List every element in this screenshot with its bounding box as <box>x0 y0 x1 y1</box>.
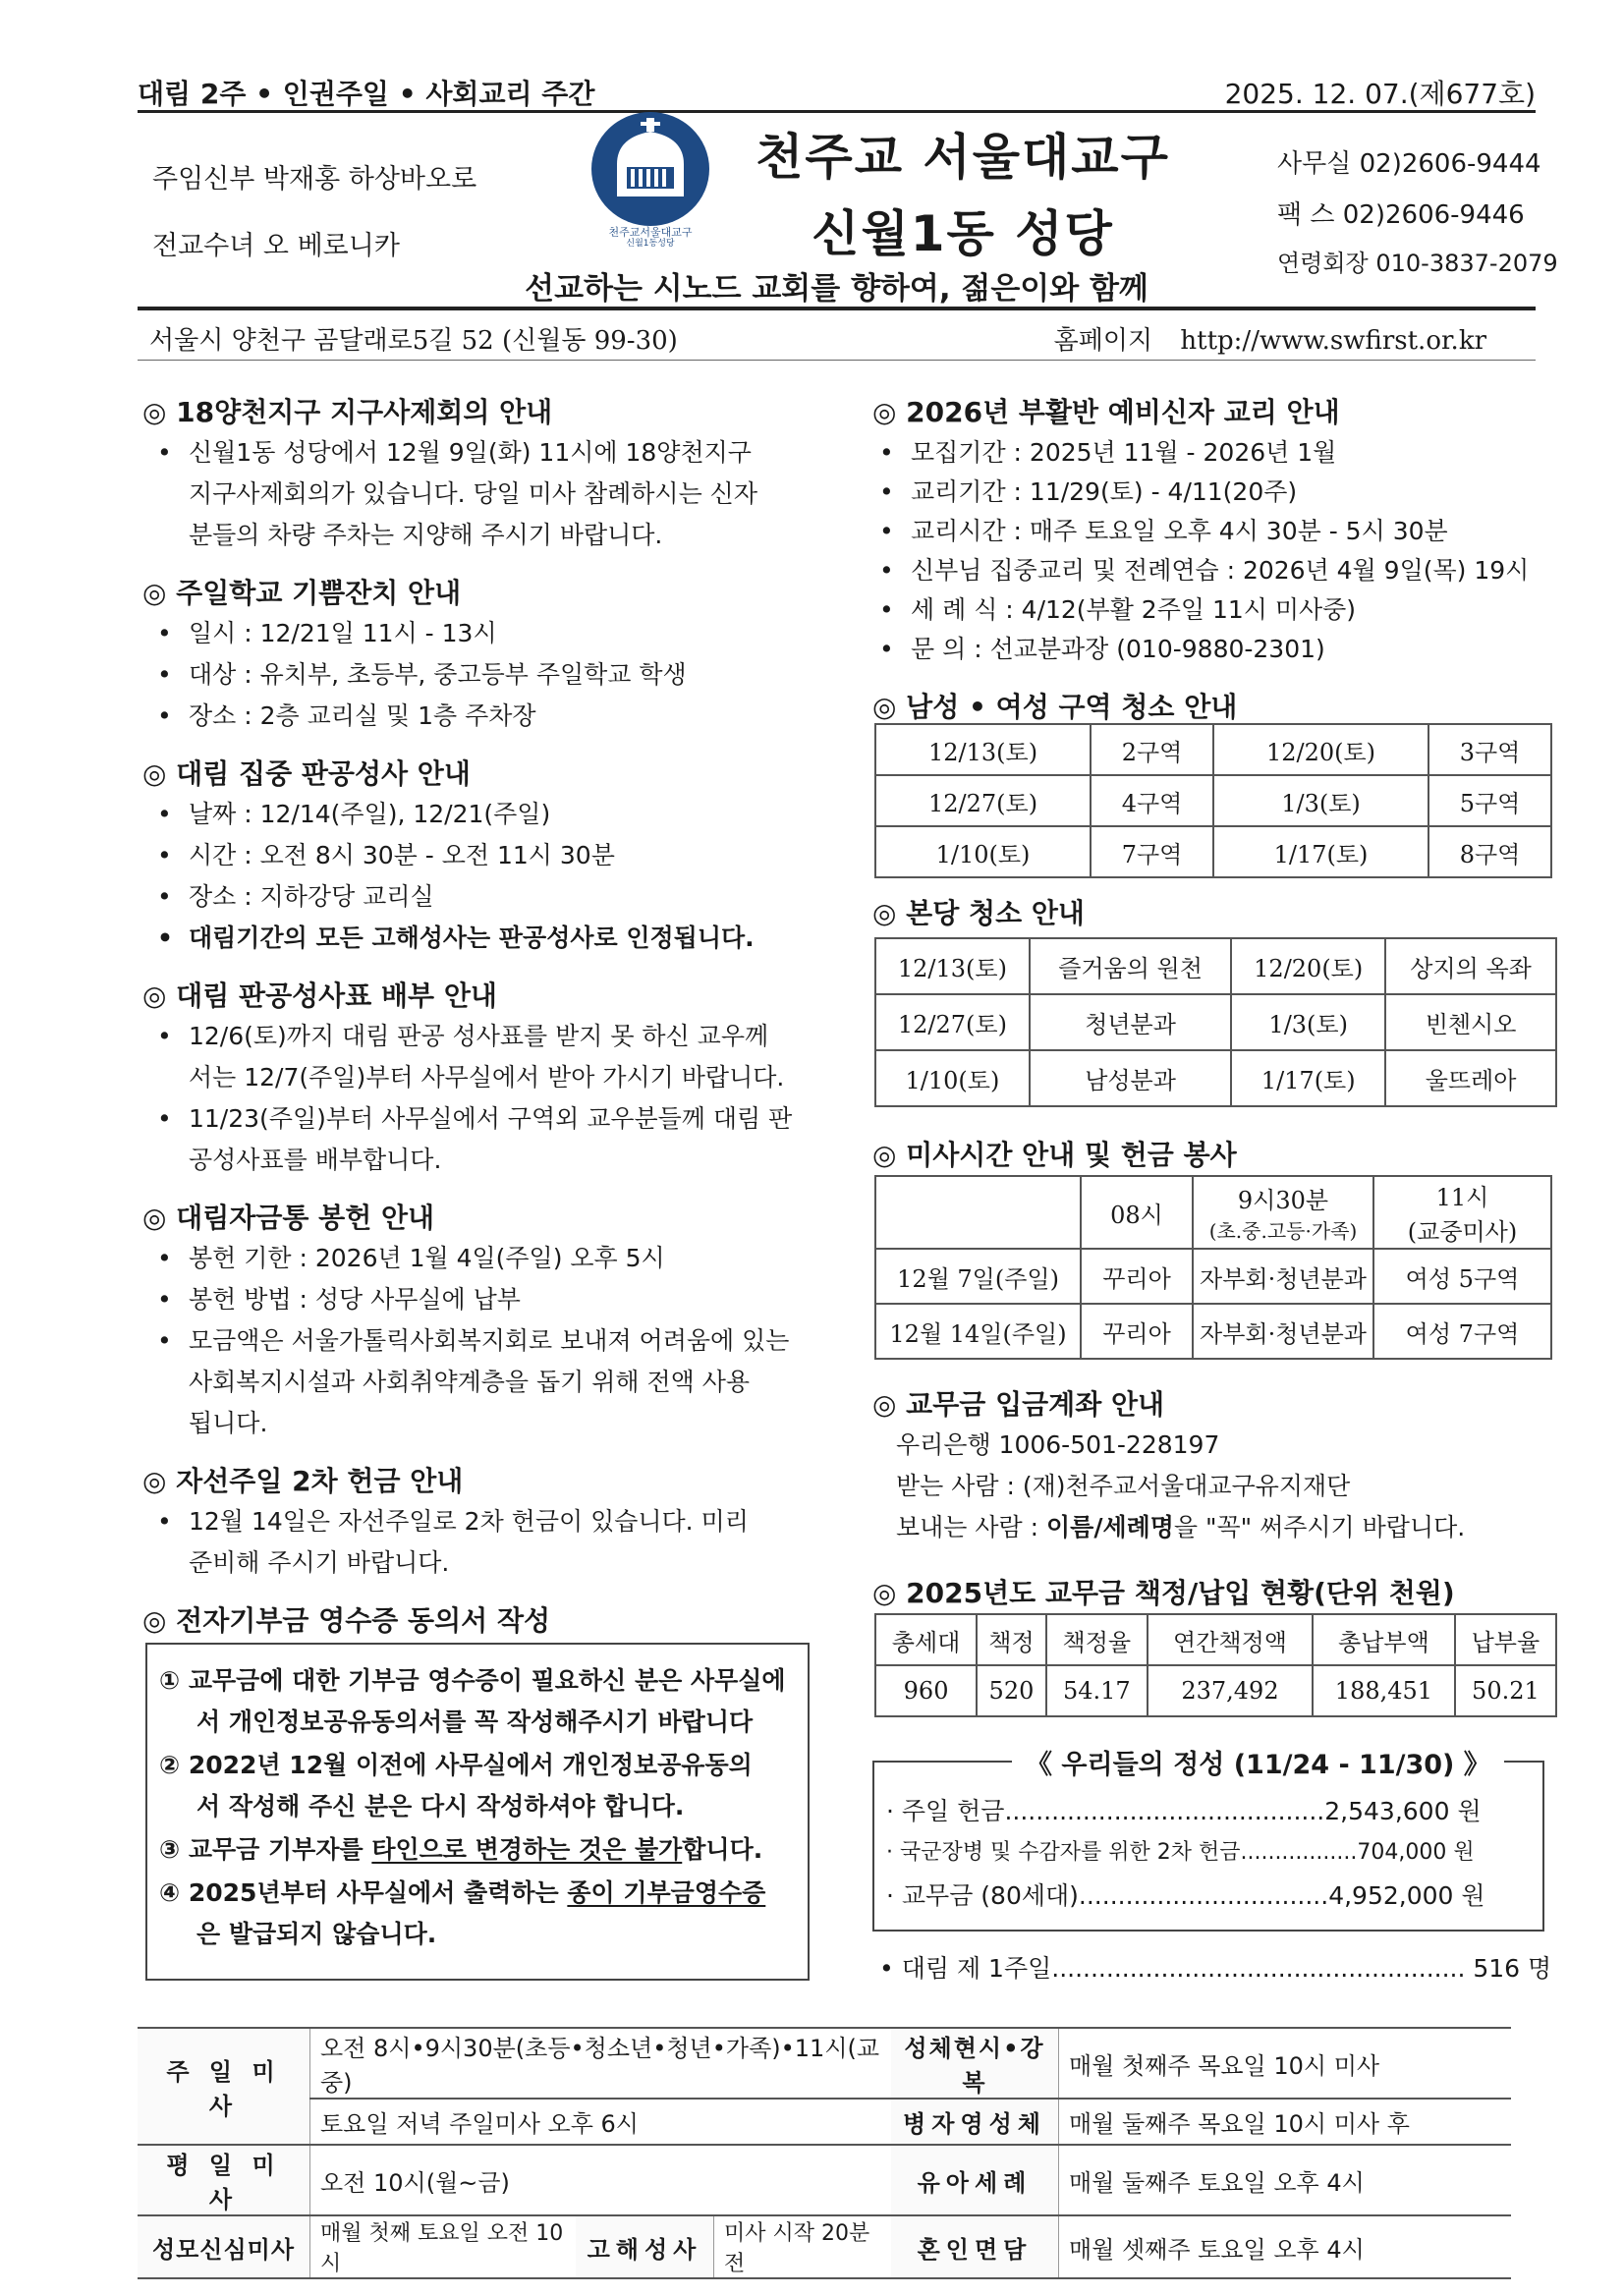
table-cell: 여성 7구역 <box>1373 1304 1551 1359</box>
offering-summary-title: 《 우리들의 정성 (11/24 - 11/30) 》 <box>1012 1743 1504 1781</box>
table-cell: 매월 첫째주 목요일 10시 미사 <box>1059 2028 1512 2099</box>
table-row <box>138 2099 1511 2145</box>
fax-number: 팩 스 02)2606-9446 <box>1277 200 1525 230</box>
parish-motto: 선교하는 시노드 교회를 향하여, 젊은이와 함께 <box>525 271 1148 307</box>
church-logo <box>588 110 713 248</box>
table-cell: 7구역 <box>1091 826 1213 877</box>
list-item: • 봉헌 기한 : 2026년 1월 4일(주일) 오후 5시 <box>157 1238 665 1279</box>
account-holder: 받는 사람 : (재)천주교서울대교구유지재단 <box>896 1472 1351 1500</box>
notice-item-4-cont: 은 발급되지 않습니다. <box>196 1920 437 1948</box>
notice-item-3: ③ 교무금 기부자를 타인으로 변경하는 것은 불가합니다. <box>159 1835 763 1864</box>
list-item-cont: 지구사제회의가 있습니다. 당일 미사 참례하시는 신자 <box>189 479 757 508</box>
table-row <box>875 938 1556 994</box>
church-title <box>747 118 1179 265</box>
table-cell: 미사 시작 20분 전 <box>714 2215 892 2278</box>
bank-account: 우리은행 1006-501-228197 <box>896 1430 1220 1459</box>
section-title-district-cleaning: ◎ 남성 • 여성 구역 청소 안내 <box>872 691 1238 723</box>
offering-line: · 교무금 (80세대)................................4,952,000 원 <box>886 1881 1485 1910</box>
table-cell: 12/27(토) <box>875 775 1091 826</box>
district-cleaning-table <box>874 723 1552 878</box>
homepage <box>1054 320 1486 357</box>
table-cell: 자부회·청년분과 <box>1193 1304 1373 1359</box>
section-title-church-cleaning: ◎ 본당 청소 안내 <box>872 897 1085 929</box>
table-cell: 꾸리아 <box>1081 1249 1193 1304</box>
section-title-tithe-status: ◎ 2025년도 교무금 책정/납입 현황(단위 천원) <box>872 1577 1455 1609</box>
list-item-cont: 사회복지시설과 사회취약계층을 돕기 위해 전액 사용 <box>189 1368 751 1396</box>
table-row <box>138 2028 1511 2099</box>
section-title-mass-schedule: ◎ 미사시간 안내 및 헌금 봉사 <box>872 1139 1237 1171</box>
table-cell: 11시 (교중미사) <box>1373 1176 1551 1249</box>
table-cell: 오전 10시(월~금) <box>310 2145 892 2215</box>
table-cell: 08시 <box>1081 1176 1193 1249</box>
table-cell: 54.17 <box>1046 1665 1148 1716</box>
table-cell: 1/17(토) <box>1213 826 1428 877</box>
notice-item-2-cont: 서 작성해 주신 분은 다시 작성하셔야 합니다. <box>196 1792 685 1820</box>
table-cell: 960 <box>875 1665 977 1716</box>
section-title-advent-box: ◎ 대림자금통 봉헌 안내 <box>142 1202 435 1234</box>
table-cell: 12/27(토) <box>875 994 1030 1050</box>
table-cell: 울뜨레아 <box>1385 1050 1556 1106</box>
table-row <box>875 724 1551 775</box>
sister-name: 전교수녀 오 베로니카 <box>152 231 400 261</box>
table-cell: 8구역 <box>1428 826 1551 877</box>
notice-item-1-cont: 서 개인정보공유동의서를 꼭 작성해주시기 바랍니다 <box>196 1708 754 1736</box>
sender-note: 보내는 사람 : 이름/세례명을 "꼭" 써주시기 바랍니다. <box>896 1513 1466 1541</box>
table-cell: 12/13(토) <box>875 724 1091 775</box>
list-item: • 장소 : 2층 교리실 및 1층 주차장 <box>157 696 536 737</box>
list-item-cont: 분들의 차량 주차는 지양해 주시기 바랍니다. <box>189 521 663 549</box>
offering-summary-box <box>872 1750 1544 1932</box>
table-cell: 연간책정액 <box>1148 1614 1313 1665</box>
liturgy-week: 대림 2주 • 인권주일 • 사회교리 주간 <box>138 78 595 110</box>
table-cell: 188,451 <box>1313 1665 1455 1716</box>
table-row <box>138 2145 1511 2215</box>
list-item: • 대상 : 유치부, 초등부, 중고등부 주일학교 학생 <box>157 654 687 696</box>
section-title-confession-card: ◎ 대림 판공성사표 배부 안내 <box>142 980 497 1012</box>
issue-date: 2025. 12. 07.(제677호) <box>1224 78 1536 110</box>
church-address: 서울시 양천구 곰달래로5길 52 (신월동 99-30) <box>149 326 678 356</box>
table-cell: 12/20(토) <box>1231 938 1385 994</box>
table-cell: 빈첸시오 <box>1385 994 1556 1050</box>
logo-lettering: 천주교서울대교구 <box>608 226 693 239</box>
attendance-line: • 대림 제 1주일..................................................... 516 명 <box>879 1954 1552 1983</box>
table-row <box>875 1050 1556 1106</box>
table-cell: 1/10(토) <box>875 1050 1030 1106</box>
table-cell: 12/20(토) <box>1213 724 1428 775</box>
table-row <box>875 826 1551 877</box>
table-cell <box>875 1176 1081 1249</box>
table-cell: 납부율 <box>1455 1614 1556 1665</box>
list-item: • 문 의 : 선교분과장 (010-9880-2301) <box>879 629 1325 670</box>
table-cell: 1/3(토) <box>1231 994 1385 1050</box>
list-item-important: • 대림기간의 모든 고해성사는 판공성사로 인정됩니다. <box>157 918 755 959</box>
list-item: • 날짜 : 12/14(주일), 12/21(주일) <box>157 794 550 835</box>
tithe-status-table <box>874 1613 1557 1717</box>
table-cell: 9시30분 (초.중.고등·가족) <box>1193 1176 1373 1249</box>
section-title-charity: ◎ 자선주일 2차 헌금 안내 <box>142 1465 464 1497</box>
list-item: • 장소 : 지하강당 교리실 <box>157 876 434 918</box>
table-cell: 총세대 <box>875 1614 977 1665</box>
table-cell: 1/17(토) <box>1231 1050 1385 1106</box>
table-cell: 3구역 <box>1428 724 1551 775</box>
notice-item-4: ④ 2025년부터 사무실에서 출력하는 종이 기부금영수증 <box>159 1878 766 1907</box>
list-item: • 12월 14일은 자선주일로 2차 헌금이 있습니다. 미리 <box>157 1501 749 1542</box>
table-row <box>138 2215 1511 2278</box>
table-cell: 4구역 <box>1091 775 1213 826</box>
list-item-cont: 서는 12/7(주일)부터 사무실에서 받아 가시기 바랍니다. <box>189 1063 785 1092</box>
mass-offering-table <box>874 1175 1552 1360</box>
table-row <box>875 775 1551 826</box>
notice-item-2: ② 2022년 12월 이전에 사무실에서 개인정보공유동의 <box>159 1751 753 1779</box>
list-item: • 교리기간 : 11/29(토) - 4/11(20주) <box>879 472 1297 513</box>
council-phone: 연령회장 010-3837-2079 <box>1277 250 1558 277</box>
table-header-row <box>875 1176 1551 1249</box>
table-cell: 237,492 <box>1148 1665 1313 1716</box>
table-cell: 12/13(토) <box>875 938 1030 994</box>
list-item: • 12/6(토)까지 대림 판공 성사표를 받지 못 하신 교우께 <box>157 1016 768 1057</box>
section-title-e-receipt: ◎ 전자기부금 영수증 동의서 작성 <box>142 1604 551 1637</box>
table-cell: 50.21 <box>1455 1665 1556 1716</box>
table-cell: 책정율 <box>1046 1614 1148 1665</box>
list-item: • 시간 : 오전 8시 30분 - 오전 11시 30분 <box>157 835 615 876</box>
table-cell: 남성분과 <box>1030 1050 1231 1106</box>
homepage-label: 홈페이지 <box>1053 326 1153 356</box>
table-cell: 매월 둘째주 토요일 오후 4시 <box>1059 2145 1512 2215</box>
table-cell: 평 일 미 사 <box>138 2145 310 2215</box>
section-title-sunday-school: ◎ 주일학교 기쁨잔치 안내 <box>142 577 462 609</box>
list-item: • 11/23(주일)부터 사무실에서 구역외 교우분들께 대림 판 <box>157 1098 792 1140</box>
table-cell: 2구역 <box>1091 724 1213 775</box>
table-row <box>875 1304 1551 1359</box>
table-row <box>875 1665 1556 1716</box>
table-cell: 매월 둘째주 목요일 10시 미사 후 <box>1059 2099 1512 2145</box>
table-cell: 자부회·청년분과 <box>1193 1249 1373 1304</box>
table-cell: 병자영성체 <box>891 2099 1059 2145</box>
address-bar <box>138 307 1536 361</box>
table-row <box>875 1249 1551 1304</box>
church-title-line2: 신월1동 성당 <box>812 205 1114 262</box>
notice-item-1: ① 교무금에 대한 기부금 영수증이 필요하신 분은 사무실에 <box>159 1666 786 1695</box>
table-cell: 고해성사 <box>576 2215 714 2278</box>
homepage-link[interactable]: http://www.swfirst.or.kr <box>1180 326 1486 356</box>
section-title-district-meeting: ◎ 18양천지구 지구사제회의 안내 <box>142 396 553 428</box>
church-title-line1: 천주교 서울대교구 <box>756 129 1170 186</box>
table-cell: 12월 14일(주일) <box>875 1304 1081 1359</box>
mass-info-table <box>138 2027 1511 2279</box>
table-row <box>875 994 1556 1050</box>
office-phone: 사무실 02)2606-9444 <box>1277 149 1541 179</box>
table-cell: 1/10(토) <box>875 826 1091 877</box>
table-cell: 책정 <box>977 1614 1046 1665</box>
section-title-catechumen: ◎ 2026년 부활반 예비신자 교리 안내 <box>872 396 1340 428</box>
list-item: • 모금액은 서울가톨릭사회복지회로 보내져 어려움에 있는 <box>157 1320 789 1362</box>
list-item: • 교리시간 : 매주 토요일 오후 4시 30분 - 5시 30분 <box>879 511 1448 552</box>
list-item-cont: 공성사표를 배부합니다. <box>189 1146 442 1174</box>
list-item-cont: 됩니다. <box>189 1409 268 1437</box>
table-cell: 5구역 <box>1428 775 1551 826</box>
section-title-confession: ◎ 대림 집중 판공성사 안내 <box>142 757 471 790</box>
list-item: • 모집기간 : 2025년 11월 - 2026년 1월 <box>879 432 1336 474</box>
table-cell: 매월 첫째 토요일 오전 10시 <box>310 2215 577 2278</box>
table-cell: 성체현시•강복 <box>891 2028 1059 2099</box>
list-item: • 봉헌 방법 : 성당 사무실에 납부 <box>157 1279 521 1320</box>
table-header-row <box>875 1614 1556 1665</box>
table-cell: 성모신심미사 <box>138 2215 310 2278</box>
list-item-cont: 준비해 주시기 바랍니다. <box>189 1548 450 1577</box>
table-cell: 주 일 미 사 <box>138 2028 310 2145</box>
table-cell: 혼인면담 <box>891 2215 1059 2278</box>
table-cell: 520 <box>977 1665 1046 1716</box>
svg-text:신월1동성당: 신월1동성당 <box>626 239 675 248</box>
table-cell: 상지의 옥좌 <box>1385 938 1556 994</box>
offering-line: · 국군장병 및 수감자를 위한 2차 헌금.................704,000 원 <box>886 1840 1475 1865</box>
list-item: • 세 례 식 : 4/12(부활 2주일 11시 미사중) <box>879 589 1356 631</box>
section-title-bank-account: ◎ 교무금 입금계좌 안내 <box>872 1388 1165 1421</box>
offering-line: · 주일 헌금.........................................2,543,600 원 <box>886 1797 1482 1825</box>
list-item: • 신월1동 성당에서 12월 9일(화) 11시에 18양천지구 <box>157 432 752 474</box>
table-cell: 총납부액 <box>1313 1614 1455 1665</box>
church-cleaning-table <box>874 937 1557 1107</box>
table-cell: 꾸리아 <box>1081 1304 1193 1359</box>
table-cell: 오전 8시•9시30분(초등•청소년•청년•가족)•11시(교중) <box>310 2028 892 2099</box>
pastor-name: 주임신부 박재홍 하상바오로 <box>152 164 477 195</box>
table-cell: 12월 7일(주일) <box>875 1249 1081 1304</box>
table-cell: 매월 셋째주 토요일 오후 4시 <box>1059 2215 1512 2278</box>
table-cell: 즐거움의 원천 <box>1030 938 1231 994</box>
table-cell: 청년분과 <box>1030 994 1231 1050</box>
table-cell: 유아세례 <box>891 2145 1059 2215</box>
table-cell: 토요일 저녁 주일미사 오후 6시 <box>310 2099 892 2145</box>
list-item: • 일시 : 12/21일 11시 - 13시 <box>157 613 497 654</box>
top-bar <box>138 69 1536 113</box>
table-cell: 여성 5구역 <box>1373 1249 1551 1304</box>
table-cell: 1/3(토) <box>1213 775 1428 826</box>
list-item: • 신부님 집중교리 및 전례연습 : 2026년 4월 9일(목) 19시 <box>879 550 1529 591</box>
